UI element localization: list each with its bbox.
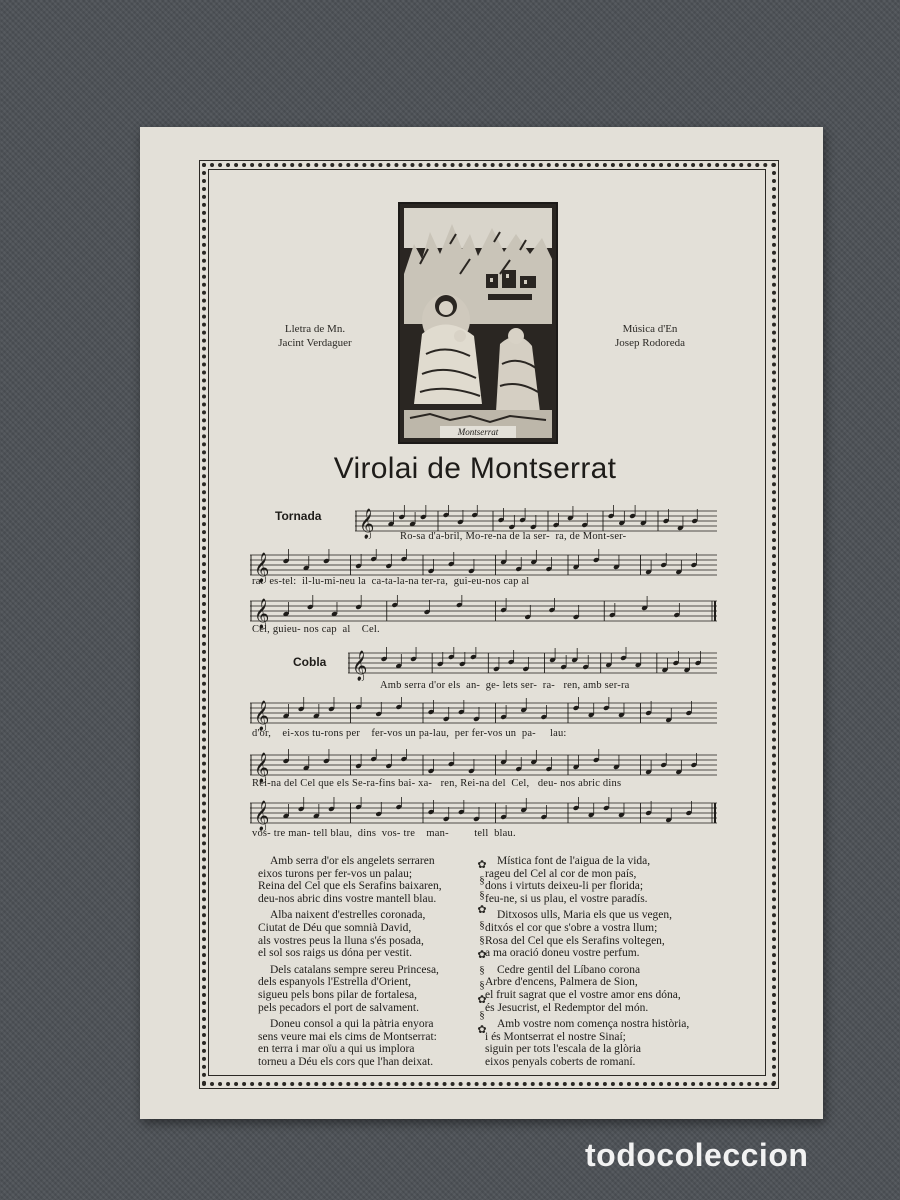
poem-line: Ditxosos ulls, Maria els que us vegen, <box>497 909 673 922</box>
lyric-line-2: rat es-tel: il-lu-mi-neu la ca-ta-la-na ter-ra, gui-eu-nos cap al <box>252 576 530 587</box>
poem-line: en terra i mar oïu a qui us implora <box>258 1043 415 1056</box>
poem-line: torneu a Déu els cors que l'han deixat. <box>258 1055 434 1068</box>
poem-stanza <box>258 1018 473 1068</box>
lyric-line-4: Amb serra d'or els an- ge- lets ser- ra- ren, amb ser-ra <box>380 680 630 691</box>
svg-text:𝄞: 𝄞 <box>254 801 270 831</box>
poem-line: el sol sos raigs us dóna per vestit. <box>258 947 412 960</box>
lyricist-line-2: Jacint Verdaguer <box>278 337 352 349</box>
poem-line: ditxós el cor que s'obre a vostra llum; <box>485 921 658 934</box>
poem-line: rageu del Cel al cor de mon país, <box>485 867 637 880</box>
svg-text:𝄞: 𝄞 <box>254 753 270 783</box>
music-staff-4 <box>348 647 717 681</box>
poem-line: el fruit sagrat que el vostre amor ens dóna, <box>485 988 681 1001</box>
poem-line: Ciutat de Déu que somnià David, <box>258 921 412 934</box>
svg-text:𝄞: 𝄞 <box>254 599 270 629</box>
composer-line-2: Josep Rodoreda <box>615 337 685 349</box>
svg-text:𝄞: 𝄞 <box>254 701 270 731</box>
composer-credit <box>590 322 710 350</box>
lyric-line-3: Cel, guieu- nos cap al Cel. <box>252 624 380 635</box>
tornada-label: Tornada <box>275 509 322 523</box>
poem-stanza <box>485 855 715 905</box>
poem-line: Reina del Cel que els Serafins baixaren, <box>258 880 442 893</box>
poem-line: a ma oració doneu vostre perfum. <box>485 947 640 960</box>
poem-stanza <box>485 909 715 959</box>
poem-stanza <box>485 1018 715 1068</box>
poem-line: dels espanyols l'Estrella d'Orient, <box>258 976 411 989</box>
lyric-line-7: vos- tre man- tell blau, dins vos- tre man- tell blau. <box>252 828 516 839</box>
poem-left-column <box>258 855 473 1073</box>
music-staff-7 <box>250 797 717 831</box>
lyricist-credit <box>260 322 370 350</box>
poem-line: feu-ne, si us plau, el vostre paradís. <box>485 892 648 905</box>
poem-line: dons i virtuts deixeu-li per florida; <box>485 880 644 893</box>
svg-text:𝄞: 𝄞 <box>352 651 368 681</box>
poem-stanza <box>258 964 473 1014</box>
poem-line: i és Montserrat el nostre Sinaí; <box>485 1030 626 1043</box>
poem-line: Mística font de l'aigua de la vida, <box>497 855 651 867</box>
poem-line: sigueu pels bons pilar de fortalesa, <box>258 988 418 1001</box>
poem-line: eixos turons per fer-vos un palau; <box>258 867 413 880</box>
printed-sheet <box>140 127 823 1119</box>
cobla-label: Cobla <box>293 655 327 669</box>
poem-line: Dels catalans sempre sereu Princesa, <box>270 963 439 976</box>
svg-text:𝄞: 𝄞 <box>359 509 375 539</box>
poem-line: Alba naixent d'estrelles coronada, <box>270 909 426 922</box>
poem-line: sens veure mai els cims de Montserrat: <box>258 1030 437 1043</box>
lyric-line-6: Rei-na del Cel que els Se-ra-fins bai- xa- ren, Rei-na del Cel, deu- nos abric dins <box>252 778 622 789</box>
poem-line: és Jesucrist, el Redemptor del món. <box>485 1001 649 1014</box>
page-title: Virolai de Montserrat <box>333 452 617 485</box>
watermark-logo: todocoleccion <box>585 1137 809 1173</box>
poem-line: pels pecadors el port de salvament. <box>258 1001 419 1014</box>
poem-line: Cedre gentil del Líbano corona <box>497 963 641 976</box>
poem-stanza <box>258 909 473 959</box>
woodcut-caption: Montserrat <box>457 427 499 437</box>
poem-line: Amb vostre nom comença nostra història, <box>497 1018 690 1031</box>
poem-line: Arbre d'encens, Palmera de Sion, <box>485 976 638 989</box>
poem-line: siguin per tots l'escala de la glòria <box>485 1043 641 1056</box>
poem-line: Rosa del Cel que els Serafins voltegen, <box>485 934 665 947</box>
lyricist-line-1: Lletra de Mn. <box>284 323 346 335</box>
poem-line: Doneu consol a qui la pàtria enyora <box>270 1018 434 1031</box>
poem-right-column <box>485 855 715 1073</box>
poem-stanza <box>258 855 473 905</box>
lyric-line-5: d'or, ei-xos tu-rons per fer-vos un pa-lau, per fer-vos un pa- lau: <box>252 728 567 739</box>
poem-line: deu-nos abric dins vostre mantell blau. <box>258 892 437 905</box>
svg-text:𝄞: 𝄞 <box>254 553 270 583</box>
montserrat-woodcut-image <box>398 202 558 444</box>
composer-line-1: Música d'En <box>622 323 678 335</box>
column-ornament: ✿ § § ✿ § § ✿ § § ✿ § ✿ <box>477 859 487 1036</box>
poem-line: eixos penyals coberts de romaní. <box>485 1055 636 1068</box>
poem-stanza <box>485 964 715 1014</box>
lyric-line-1: Ro-sa d'a-bril, Mo-re-na de la ser- ra, de Mont-ser- <box>400 531 627 542</box>
music-staff-5 <box>250 697 717 731</box>
poem-line: Amb serra d'or els angelets serraren <box>270 855 435 867</box>
poem-line: als vostres peus la lluna s'és posada, <box>258 934 424 947</box>
